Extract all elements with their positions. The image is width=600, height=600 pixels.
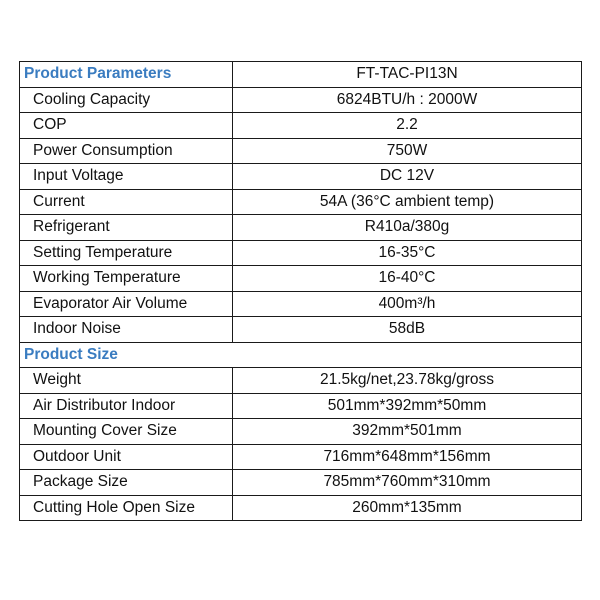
row-label: Evaporator Air Volume xyxy=(20,291,233,317)
row-label: Air Distributor Indoor xyxy=(20,393,233,419)
table-row xyxy=(20,138,582,164)
table-row xyxy=(20,470,582,496)
table-row xyxy=(20,215,582,241)
row-value: 16-40°C xyxy=(233,266,582,292)
row-label: COP xyxy=(20,113,233,139)
row-value: 260mm*135mm xyxy=(233,495,582,521)
row-label: Outdoor Unit xyxy=(20,444,233,470)
table-row xyxy=(20,291,582,317)
table-row xyxy=(20,393,582,419)
row-value: 785mm*760mm*310mm xyxy=(233,470,582,496)
table-row xyxy=(20,113,582,139)
row-label: Current xyxy=(20,189,233,215)
table-row xyxy=(20,240,582,266)
row-value: 54A (36°C ambient temp) xyxy=(233,189,582,215)
row-label: Refrigerant xyxy=(20,215,233,241)
table-row xyxy=(20,317,582,343)
row-value: 16-35°C xyxy=(233,240,582,266)
row-value: R410a/380g xyxy=(233,215,582,241)
section-row xyxy=(20,342,582,368)
section-title-size: Product Size xyxy=(20,342,582,368)
table-row xyxy=(20,87,582,113)
row-label: Package Size xyxy=(20,470,233,496)
row-label: Cooling Capacity xyxy=(20,87,233,113)
row-value: 2.2 xyxy=(233,113,582,139)
row-value: 6824BTU/h : 2000W xyxy=(233,87,582,113)
row-label: Working Temperature xyxy=(20,266,233,292)
row-label: Mounting Cover Size xyxy=(20,419,233,445)
row-label: Weight xyxy=(20,368,233,394)
row-label: Setting Temperature xyxy=(20,240,233,266)
header-row xyxy=(20,62,582,88)
table-row xyxy=(20,266,582,292)
table-row xyxy=(20,419,582,445)
row-value: 392mm*501mm xyxy=(233,419,582,445)
table-row xyxy=(20,164,582,190)
row-value: 501mm*392mm*50mm xyxy=(233,393,582,419)
table-row xyxy=(20,444,582,470)
section-title-parameters: Product Parameters xyxy=(20,62,233,88)
row-label: Power Consumption xyxy=(20,138,233,164)
row-value: 716mm*648mm*156mm xyxy=(233,444,582,470)
row-value: 21.5kg/net,23.78kg/gross xyxy=(233,368,582,394)
table-row xyxy=(20,495,582,521)
row-label: Indoor Noise xyxy=(20,317,233,343)
row-label: Input Voltage xyxy=(20,164,233,190)
row-label: Cutting Hole Open Size xyxy=(20,495,233,521)
spec-sheet xyxy=(19,61,581,521)
spec-table xyxy=(19,61,582,521)
row-value: 58dB xyxy=(233,317,582,343)
model-number: FT-TAC-PI13N xyxy=(233,62,582,88)
row-value: 400m³/h xyxy=(233,291,582,317)
row-value: DC 12V xyxy=(233,164,582,190)
table-row xyxy=(20,189,582,215)
table-row xyxy=(20,368,582,394)
row-value: 750W xyxy=(233,138,582,164)
